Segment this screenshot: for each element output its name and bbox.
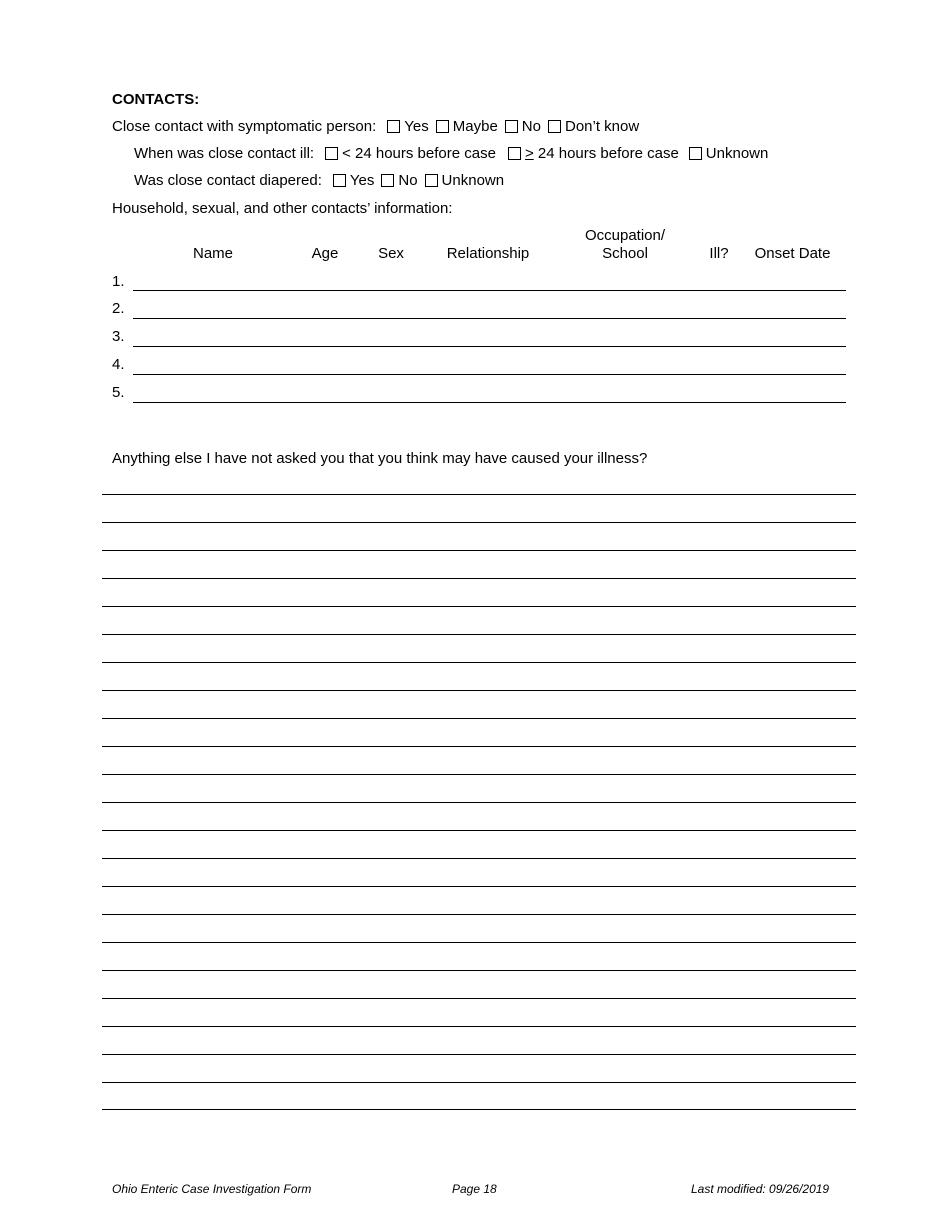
contact-row-4-line[interactable] xyxy=(133,374,846,375)
header-onset-date: Onset Date xyxy=(754,245,831,262)
answer-line[interactable] xyxy=(102,886,856,887)
contact-row-1-line[interactable] xyxy=(133,290,846,291)
answer-line[interactable] xyxy=(102,494,856,495)
contact-row-2-line[interactable] xyxy=(133,318,846,319)
answer-line[interactable] xyxy=(102,690,856,691)
answer-line[interactable] xyxy=(102,914,856,915)
answer-line[interactable] xyxy=(102,1109,856,1110)
row-number-4: 4. xyxy=(112,356,125,373)
footer-form-name: Ohio Enteric Case Investigation Form xyxy=(112,1182,312,1196)
when-ill-ge24-checkbox[interactable] xyxy=(508,147,521,160)
answer-line[interactable] xyxy=(102,550,856,551)
answer-line[interactable] xyxy=(102,634,856,635)
header-name: Name xyxy=(192,245,233,262)
close-contact-yes-label: Yes xyxy=(404,118,429,135)
header-occupation-line1: Occupation/ xyxy=(584,227,666,244)
answer-line[interactable] xyxy=(102,830,856,831)
section-title: CONTACTS: xyxy=(112,91,200,108)
when-ill-lt24-checkbox[interactable] xyxy=(325,147,338,160)
when-ill-question: When was close contact ill: xyxy=(134,145,315,162)
when-ill-ge24-label: 24 hours before case xyxy=(533,145,679,162)
answer-line[interactable] xyxy=(102,718,856,719)
answer-line[interactable] xyxy=(102,1082,856,1083)
household-label: Household, sexual, and other contacts’ information: xyxy=(112,200,453,217)
close-contact-yes-checkbox[interactable] xyxy=(387,120,400,133)
answer-line[interactable] xyxy=(102,1026,856,1027)
answer-line[interactable] xyxy=(102,998,856,999)
close-contact-question: Close contact with symptomatic person: xyxy=(112,118,377,135)
diapered-yes-checkbox[interactable] xyxy=(333,174,346,187)
answer-line[interactable] xyxy=(102,802,856,803)
answer-line[interactable] xyxy=(102,774,856,775)
header-occupation xyxy=(565,227,685,263)
row-number-5: 5. xyxy=(112,384,125,401)
header-occupation-line2: School xyxy=(602,245,648,262)
answer-line[interactable] xyxy=(102,942,856,943)
header-age: Age xyxy=(311,245,339,262)
header-relationship: Relationship xyxy=(446,245,530,262)
answer-line[interactable] xyxy=(102,970,856,971)
footer-last-modified: Last modified: 09/26/2019 xyxy=(691,1182,830,1196)
close-contact-question-row xyxy=(112,118,639,136)
diapered-unknown-label: Unknown xyxy=(441,172,505,189)
answer-line[interactable] xyxy=(102,662,856,663)
close-contact-dont-know-checkbox[interactable] xyxy=(548,120,561,133)
close-contact-maybe-checkbox[interactable] xyxy=(436,120,449,133)
answer-line[interactable] xyxy=(102,522,856,523)
diapered-question: Was close contact diapered: xyxy=(134,172,322,189)
close-contact-no-label: No xyxy=(521,118,541,135)
footer-page-number: Page 18 xyxy=(452,1182,497,1196)
answer-line[interactable] xyxy=(102,578,856,579)
diapered-yes-label: Yes xyxy=(349,172,375,189)
answer-line[interactable] xyxy=(102,606,856,607)
header-ill: Ill? xyxy=(709,245,729,262)
when-ill-unknown-checkbox[interactable] xyxy=(689,147,702,160)
diapered-no-label: No xyxy=(398,172,418,189)
row-number-3: 3. xyxy=(112,328,125,345)
contact-row-3-line[interactable] xyxy=(133,346,846,347)
close-contact-dont-know-label: Don’t know xyxy=(564,118,640,135)
contact-row-5-line[interactable] xyxy=(133,402,846,403)
when-ill-lt24-label: < 24 hours before case xyxy=(342,145,496,162)
when-ill-unknown-label: Unknown xyxy=(705,145,769,162)
row-number-1: 1. xyxy=(112,273,125,290)
row-number-2: 2. xyxy=(112,300,125,317)
when-ill-question-row xyxy=(134,145,768,163)
diapered-question-row xyxy=(134,172,504,190)
answer-line[interactable] xyxy=(102,1054,856,1055)
anything-else-question: Anything else I have not asked you that you think may have caused your illness? xyxy=(112,450,648,467)
answer-line[interactable] xyxy=(102,746,856,747)
diapered-no-checkbox[interactable] xyxy=(381,174,394,187)
close-contact-maybe-label: Maybe xyxy=(452,118,498,135)
diapered-unknown-checkbox[interactable] xyxy=(425,174,438,187)
when-ill-ge24-symbol: > xyxy=(524,145,534,162)
close-contact-no-checkbox[interactable] xyxy=(505,120,518,133)
header-sex: Sex xyxy=(378,245,404,262)
answer-line[interactable] xyxy=(102,858,856,859)
